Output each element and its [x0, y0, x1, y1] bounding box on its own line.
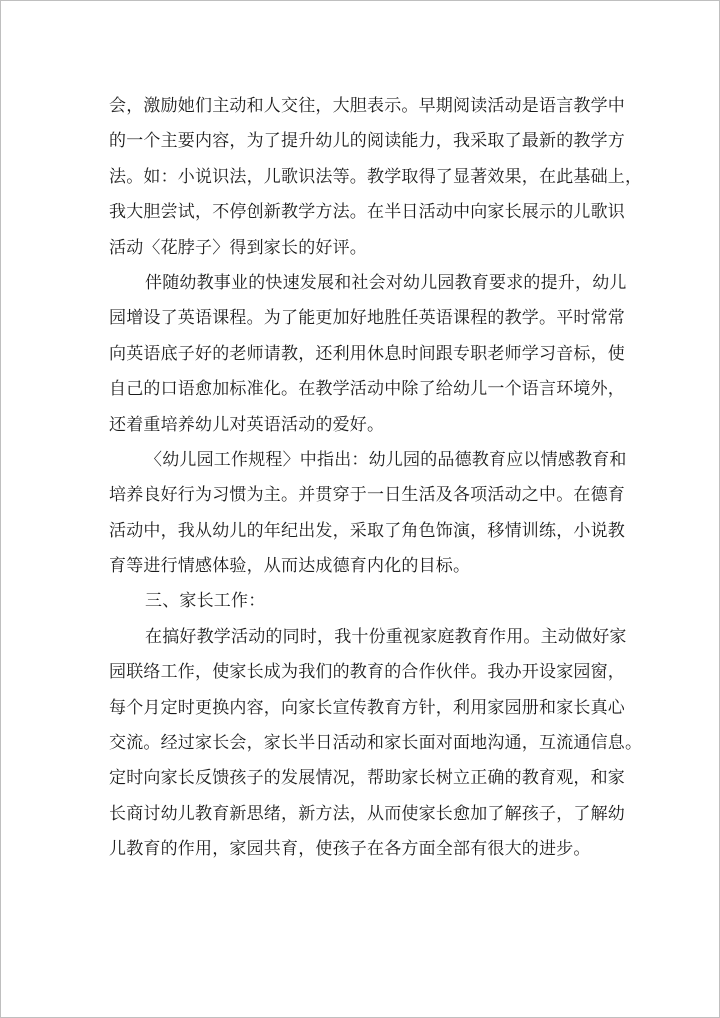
text-line: 育等进行情感体验，从而达成德育内化的目标。 [109, 556, 471, 577]
text-line: 向英语底子好的老师请教，还利用休息时间跟专职老师学习音标，使 [109, 343, 625, 364]
document-body [109, 89, 643, 868]
text-line: 儿教育的作用，家园共育，使孩子在各方面全部有很大的进步。 [109, 839, 591, 860]
text-line: 每个月定时更换内容，向家长宣传教育方针，利用家园册和家长真心 [109, 697, 625, 718]
text-line: 交流。经过家长会，家长半日活动和家长面对面地沟通，互流通信息。 [109, 733, 643, 754]
text-line: 活动中，我从幼儿的年纪出发，采取了角色饰演，移情训练，小说教 [109, 520, 625, 541]
text-line: 法。如：小说识法，儿歌识法等。教学取得了显著效果，在此基础上， [109, 166, 643, 187]
text-line: 〈幼儿园工作规程〉中指出：幼儿园的品德教育应以情感教育和 [145, 449, 627, 470]
text-line: 伴随幼教事业的快速发展和社会对幼儿园教育要求的提升，幼儿 [145, 272, 627, 293]
text-line: 园联络工作，使家长成为我们的教育的合作伙伴。我办开设家园窗， [109, 662, 625, 683]
text-line: 培养良好行为习惯为主。并贯穿于一日生活及各项活动之中。在德育 [109, 485, 625, 506]
text-line: 还着重培养幼儿对英语活动的爱好。 [109, 414, 385, 435]
text-line: 在搞好教学活动的同时，我十份重视家庭教育作用。主动做好家 [145, 626, 627, 647]
text-line: 自己的口语愈加标准化。在教学活动中除了给幼儿一个语言环境外， [109, 379, 625, 400]
text-line: 长商讨幼儿教育新思绪，新方法，从而使家长愈加了解孩子，了解幼 [109, 803, 625, 824]
text-line: 活动〈花脖子〉得到家长的好评。 [109, 237, 367, 258]
text-line: 会，激励她们主动和人交往，大胆表示。早期阅读活动是语言教学中 [109, 96, 625, 116]
text-line: 的一个主要内容，为了提升幼儿的阅读能力，我采取了最新的教学方 [109, 131, 625, 152]
section-heading: 三、家长工作： [145, 591, 266, 612]
text-line: 定时向家长反馈孩子的发展情况，帮助家长树立正确的教育观，和家 [109, 768, 625, 789]
text-line: 园增设了英语课程。为了能更加好地胜任英语课程的教学。平时常常 [109, 308, 625, 329]
text-line: 我大胆尝试，不停创新教学方法。在半日活动中向家长展示的儿歌识 [109, 202, 625, 223]
